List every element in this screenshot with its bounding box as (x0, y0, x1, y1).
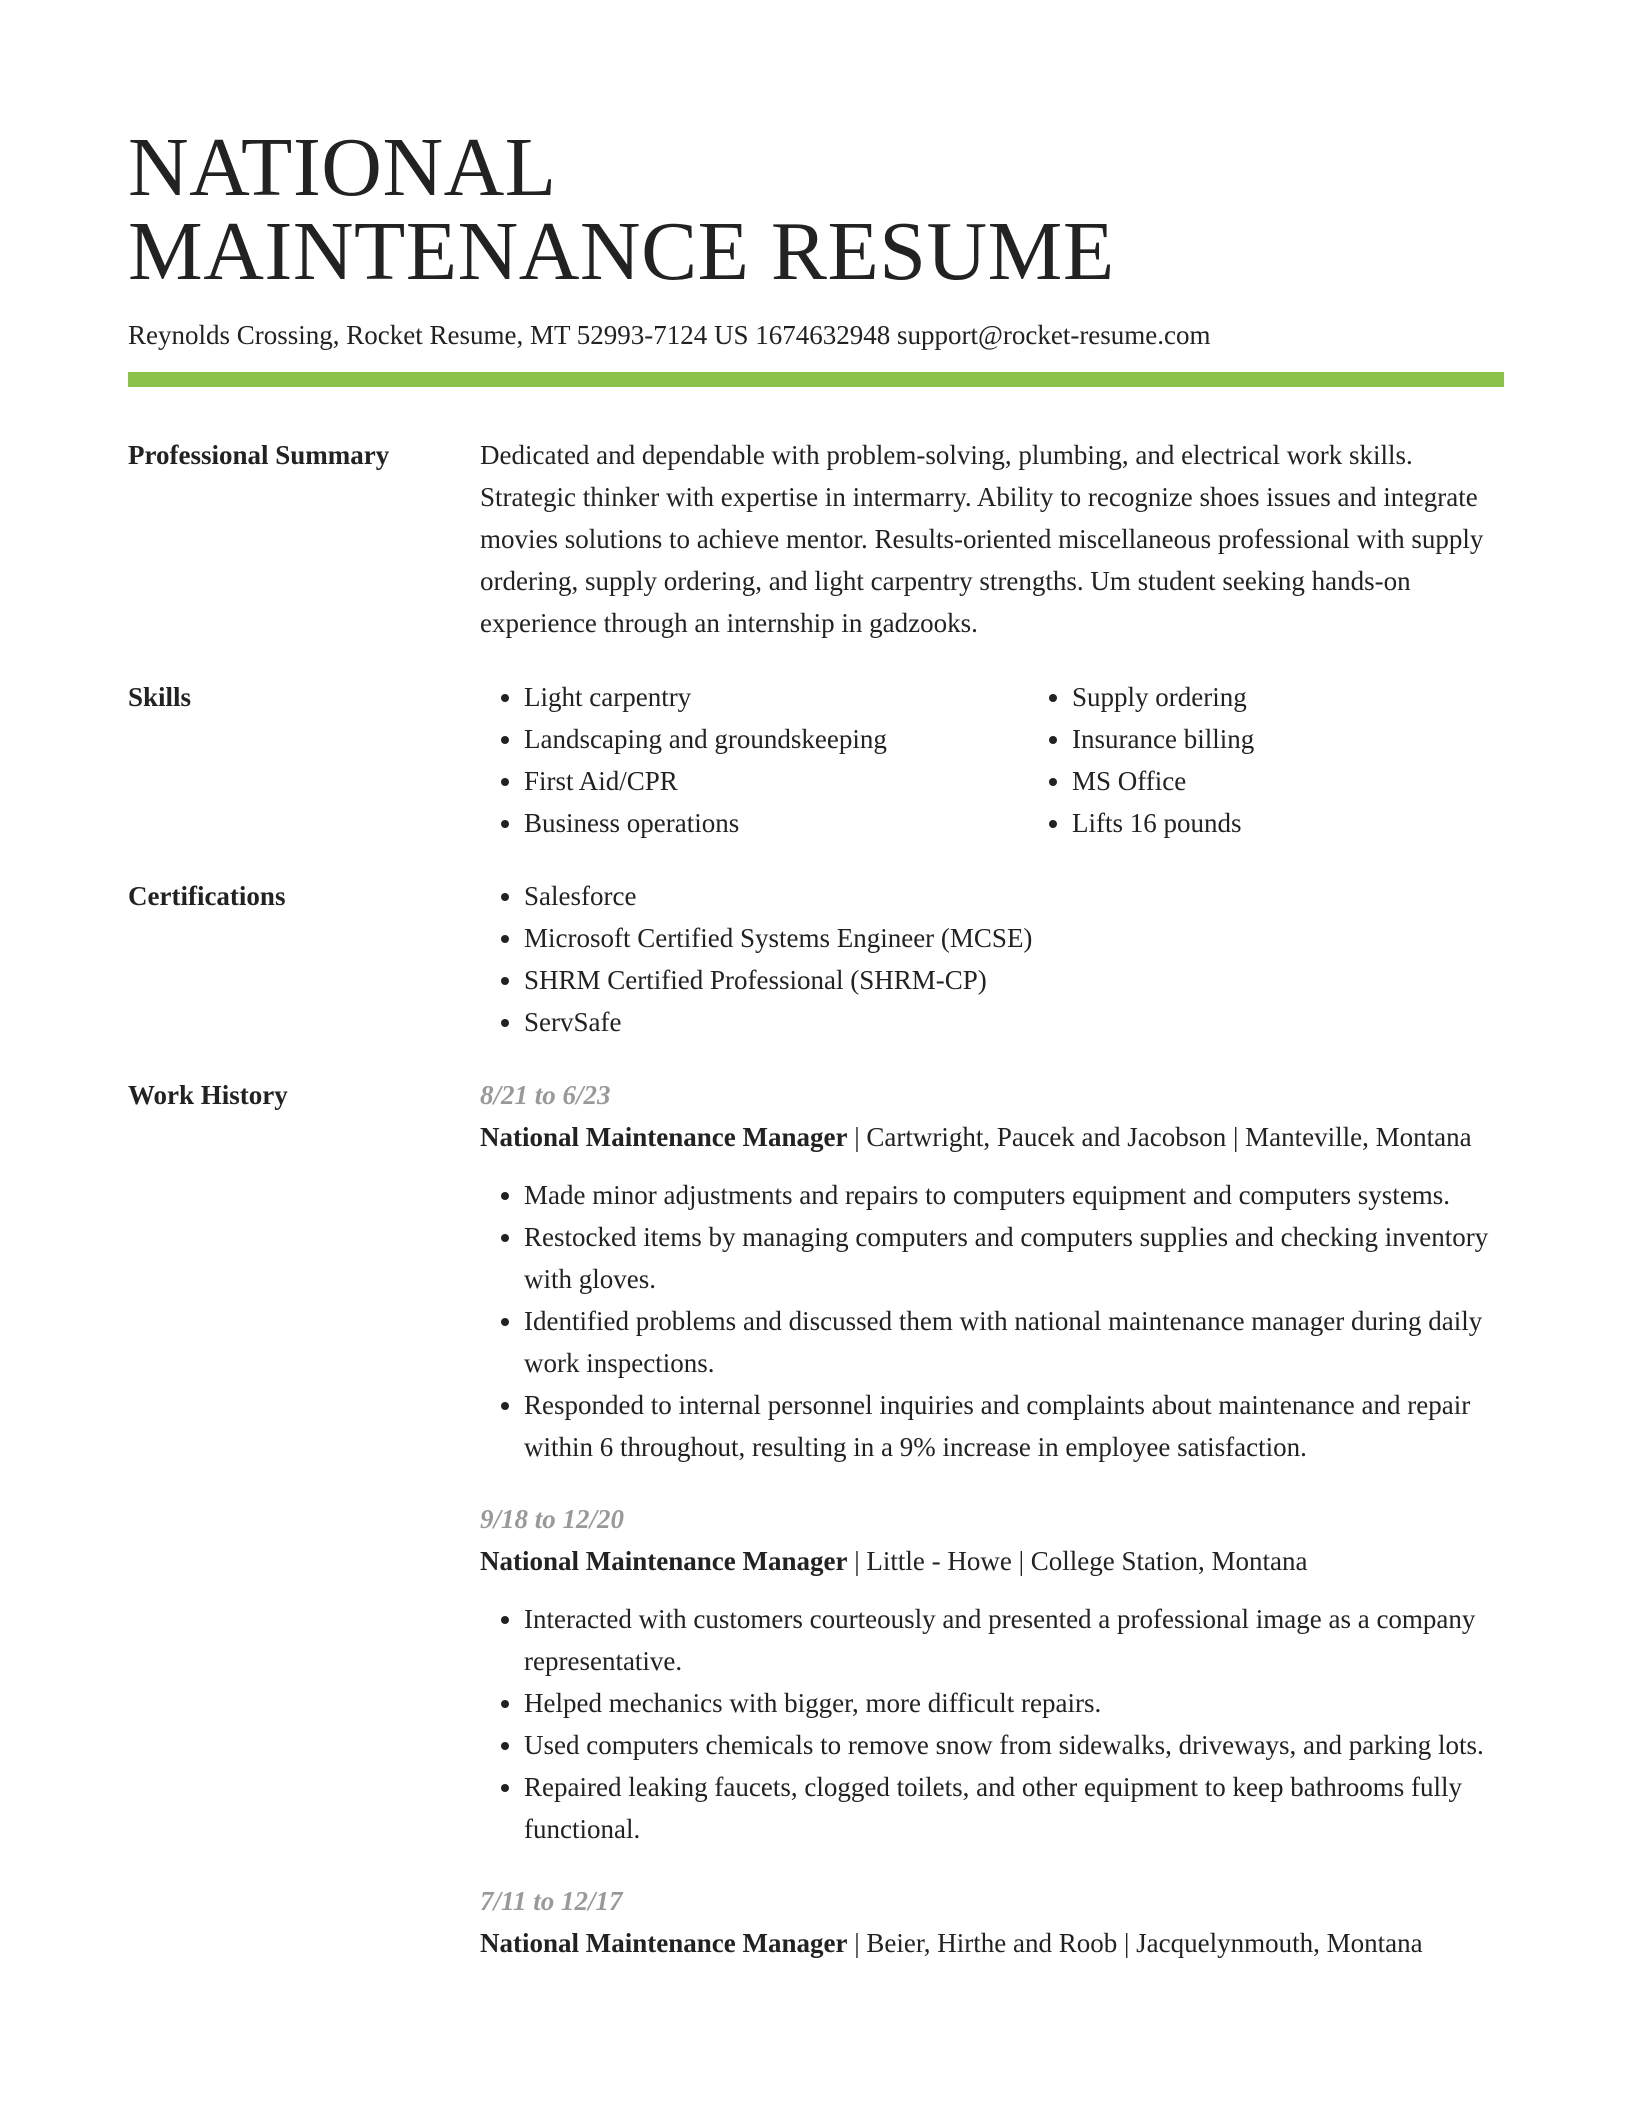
certification-item: • Salesforce (524, 875, 1504, 917)
resume-page (128, 0, 1504, 1964)
title-line-2: MAINTENANCE RESUME (128, 205, 1115, 298)
skill-item: • First Aid/CPR (524, 760, 1028, 802)
section-heading: Skills (128, 682, 192, 712)
skills-grid (480, 676, 1592, 844)
skill-item: • Lifts 16 pounds (1072, 802, 1592, 844)
job-title: National Maintenance Manager (480, 1122, 848, 1152)
job-bullet: • Repaired leaking faucets, clogged toilets, and other equipment to keep bathrooms fully functional. (524, 1766, 1504, 1850)
job-dates: 8/21 to 6/23 (480, 1080, 611, 1110)
section-heading: Professional Summary (128, 440, 390, 470)
job-employer-location: | Cartwright, Paucek and Jacobson | Manteville, Montana (847, 1122, 1472, 1152)
job-header (480, 1116, 1504, 1158)
job-header (480, 1922, 1504, 1964)
section-heading: Work History (128, 1080, 288, 1110)
skill-item: • Supply ordering (1072, 676, 1592, 718)
job-bullet: • Restocked items by managing computers and computers supplies and checking inventory with gloves. (524, 1216, 1504, 1300)
job-bullets (480, 1174, 1504, 1468)
job-employer-location: | Little - Howe | College Station, Montana (847, 1546, 1308, 1576)
skill-item: • Insurance billing (1072, 718, 1592, 760)
skills-column-2 (1028, 676, 1592, 844)
certification-item: • SHRM Certified Professional (SHRM-CP) (524, 959, 1504, 1001)
job-bullet: • Used computers chemicals to remove snow from sidewalks, driveways, and parking lots. (524, 1724, 1504, 1766)
job-dates: 9/18 to 12/20 (480, 1504, 625, 1534)
job-title: National Maintenance Manager (480, 1928, 848, 1958)
job-entry (480, 1498, 1504, 1850)
title-line-1: NATIONAL (128, 121, 557, 214)
summary-section (128, 434, 1504, 644)
certifications-section (128, 875, 1504, 1043)
certification-item: • ServSafe (524, 1001, 1504, 1043)
skill-item: • Landscaping and groundskeeping (524, 718, 1028, 760)
work-history-section (128, 1074, 1504, 1964)
skill-item: • Business operations (524, 802, 1028, 844)
job-title: National Maintenance Manager (480, 1546, 848, 1576)
job-bullet: • Identified problems and discussed them with national maintenance manager during daily work inspections. (524, 1300, 1504, 1384)
job-dates: 7/11 to 12/17 (480, 1886, 623, 1916)
job-entry (480, 1074, 1504, 1468)
skill-item: • Light carpentry (524, 676, 1028, 718)
job-employer-location: | Beier, Hirthe and Roob | Jacquelynmouth, Montana (847, 1928, 1423, 1958)
contact-info: Reynolds Crossing, Rocket Resume, MT 52993-7124 US 1674632948 support@rocket-resume.com (128, 320, 1211, 350)
resume-title (128, 0, 1504, 298)
summary-text: Dedicated and dependable with problem-solving, plumbing, and electrical work skills. Strategic thinker with expertise in intermarry. Ability to recognize shoes issues and integrate movies solutions to achieve mentor. Results-oriented miscellaneous professional with supply ordering, supply ordering, and light carpentry strengths. Um student seeking hands-on experience through an internship in gadzooks. (480, 440, 1484, 638)
skills-column-1 (480, 676, 1028, 844)
job-entry (480, 1880, 1504, 1964)
job-bullet: • Helped mechanics with bigger, more difficult repairs. (524, 1682, 1504, 1724)
job-bullets (480, 1598, 1504, 1850)
skills-section (128, 676, 1504, 844)
skill-item: • MS Office (1072, 760, 1592, 802)
certifications-list (480, 875, 1504, 1043)
accent-divider (128, 372, 1504, 387)
section-heading: Certifications (128, 881, 286, 911)
certification-item: • Microsoft Certified Systems Engineer (MCSE) (524, 917, 1504, 959)
job-bullet: • Interacted with customers courteously and presented a professional image as a company representative. (524, 1598, 1504, 1682)
job-bullet: • Made minor adjustments and repairs to computers equipment and computers systems. (524, 1174, 1504, 1216)
job-header (480, 1540, 1504, 1582)
job-bullet: • Responded to internal personnel inquiries and complaints about maintenance and repair within 6 throughout, resulting in a 9% increase in employee satisfaction. (524, 1384, 1504, 1468)
